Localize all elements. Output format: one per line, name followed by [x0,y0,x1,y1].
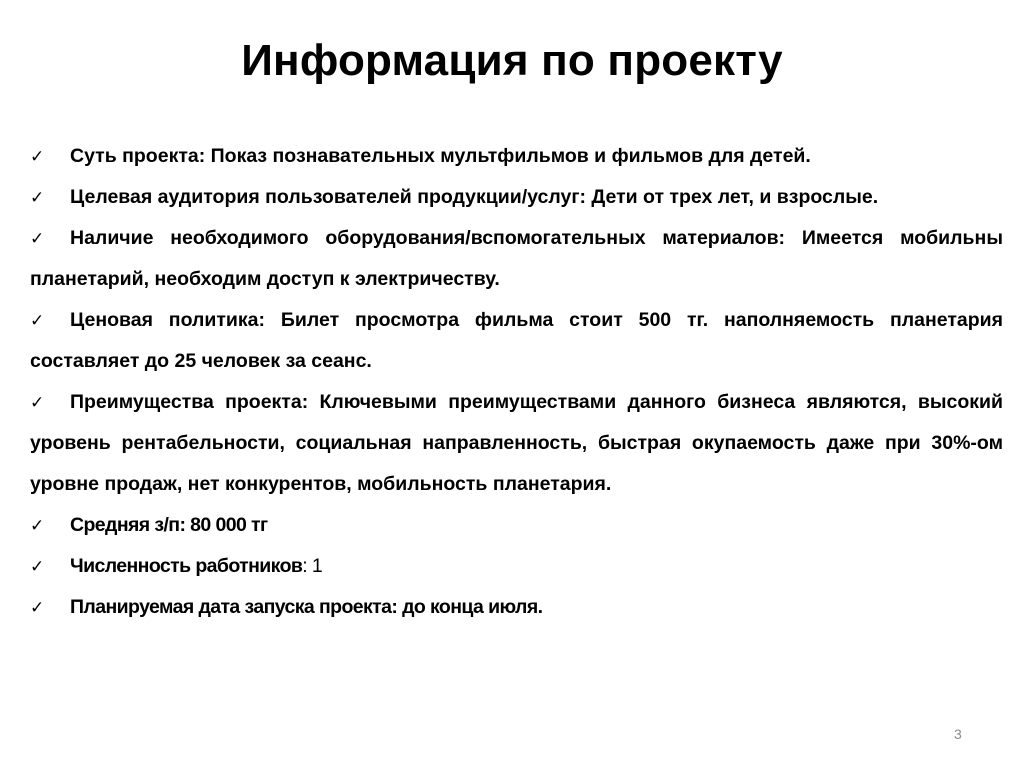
item-text: Дети от трех лет, и взрослые. [585,186,879,208]
checkmark-icon: ✓ [30,229,45,248]
checkmark-icon: ✓ [30,393,45,412]
checkmark-icon: ✓ [30,147,45,166]
list-item-advantages [30,382,1003,505]
item-label: Средняя з/п: [70,514,186,536]
item-label: Планируемая дата запуска проекта: [70,596,398,618]
item-text: Ключевыми преимуществами данного бизнеса являются, высокий уровень рентабельности, социальная направленность, быстрая окупаемость даже при 30%-ом уровне продаж, нет конкурентов, мобильность планетария. [30,391,1003,495]
item-text: 80 000 тг [185,514,268,536]
item-text: Билет просмотра фильма стоит 500 тг. наполняемость планетария составляет до 25 человек за сеанс. [30,309,1003,372]
slide-title: Информация по проекту [241,36,783,85]
item-text: Имеется мобильны планетарий, необходим доступ к электричеству. [30,227,1003,290]
page-number: 3 [954,726,962,742]
item-label: Численность работников [70,555,303,577]
checkmark-icon: ✓ [30,311,45,330]
checkmark-icon: ✓ [30,598,44,617]
checkmark-icon: ✓ [30,516,44,535]
item-text: Показ познавательных мультфильмов и фильмов для детей. [205,145,811,167]
list-item-launch-date [30,587,1003,628]
item-text: до конца июля. [397,596,543,618]
item-label: Целевая аудитория пользователей продукции/услуг: [70,186,586,208]
list-item-audience [30,177,1003,218]
list-item-employees [30,546,1003,587]
item-label: Ценовая политика: [70,309,266,331]
item-label: Суть проекта: [70,145,206,167]
item-label: Наличие необходимого оборудования/вспомогательных материалов: [70,227,786,249]
list-item-equipment [30,218,1003,300]
item-text: : 1 [302,555,323,577]
list-item-pricing [30,300,1003,382]
list-item-salary [30,505,1003,546]
bullet-list [30,136,1003,628]
checkmark-icon: ✓ [30,557,44,576]
list-item-essence [30,136,1003,177]
item-label: Преимущества проекта: [70,391,309,413]
checkmark-icon: ✓ [30,188,45,207]
